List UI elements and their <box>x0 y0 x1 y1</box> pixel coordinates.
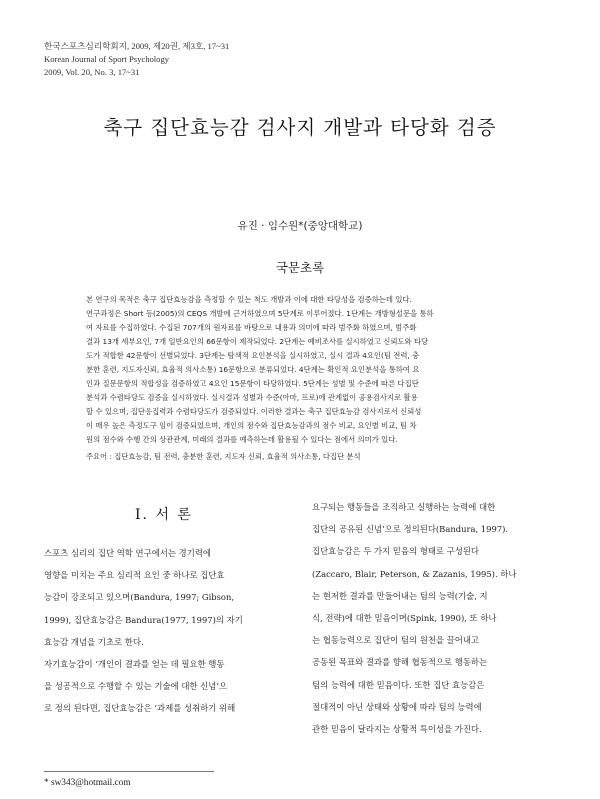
section-heading-introduction: I. 서 론 <box>135 507 193 523</box>
abstract-line: 분석과 수렴타당도 검증을 실시하였다. 실시결과 성별과 수준(아마, 프로)에 관계없이 공용검사지로 활용 <box>86 393 418 403</box>
body-text-line: 절대적이 아닌 상태와 상황에 따라 팀의 능력에 <box>312 701 482 712</box>
body-text-line: 집단의 공유된 신념’으로 정의된다(Bandura, 1997). <box>312 524 509 535</box>
abstract-line: 원의 점수와 수행 간의 상관관계, 미래의 결과를 예측하는데 활용될 수 있다는 점에서 의미가 있다. <box>86 435 398 445</box>
abstract-line: 인과 질문문항의 적합성을 검증하였고 4요인 15문항이 타당하였다. 5단계는 성별 및 수준에 따른 다집단 <box>86 379 419 389</box>
body-text-line: 팀의 능력에 대한 믿음이다. 또한 집단 효능감은 <box>312 679 485 690</box>
journal-line-korean: 한국스포츠심리학회지, 2009, 제20권, 제3호, 17~31 <box>44 41 230 51</box>
body-text-line: 식, 전략)에 대한 믿음이며(Spink, 1990), 또 하나 <box>312 613 497 624</box>
body-text-line: 영향을 미치는 주요 심리적 요인 중 하나로 집단효 <box>44 570 225 581</box>
footnote-divider <box>44 771 214 772</box>
abstract-line: 결과 13개 세부요인, 7개 일반요인의 66문항이 제작되었다. 2단계는 예비조사를 실시하였고 신뢰도와 타당 <box>86 337 429 347</box>
body-column-left <box>44 542 292 720</box>
body-text-line: 스포츠 심리의 집단 역학 연구에서는 경기력에 <box>44 548 212 558</box>
abstract-line: 연구과정은 Short 등(2005)의 CEQS 개발에 근거하였으며 5단계로 이루어졌다. 1단계는 개방형설문을 통하 <box>86 309 434 319</box>
body-text-line: 관한 믿음이 달라지는 상황적 특이성을 가진다. <box>312 724 482 735</box>
author-line: 유진 · 임수원*(중앙대학교) <box>237 220 363 232</box>
body-text-line: 는 현저한 결과를 만들어내는 팀의 능력(기술, 지 <box>312 590 488 601</box>
body-text-line: 는 협동능력으로 집단이 팀의 원천을 끌어내고 <box>312 635 480 646</box>
body-text-line: 요구되는 행동들을 조직하고 실행하는 능력에 대한 <box>312 502 496 512</box>
journal-line-volume: 2009, Vol. 20, No. 3, 17~31 <box>44 67 140 77</box>
body-column-right <box>312 496 560 740</box>
body-text-line: 공동된 목표와 결과를 향해 협동적으로 행동하는 <box>312 657 488 668</box>
body-text-line: 로 정의 된다면, 집단효능감은 ‘과제를 성취하기 위해 <box>44 703 236 714</box>
abstract-line: 이 매우 높은 측정도구 임이 검증되었으며, 개인의 점수와 집단효능감과의 점수 비교, 요인별 비교, 팀 차 <box>86 421 417 431</box>
body-text-line: 집단효능감은 두 가지 믿음의 형태로 구성된다 <box>312 546 480 557</box>
paper-title: 축구 집단효능감 검사지 개발과 타당화 검증 <box>103 116 497 139</box>
footnote-email: * sw343@hotmail.com <box>44 778 131 788</box>
body-text-line: (Zaccaro, Blair, Peterson, & Zazanis, 1995). 하나 <box>312 568 517 579</box>
abstract-line: 여 자료를 수집하였다. 수집된 707개의 원자료를 바탕으로 내용과 의미에 따라 범주화 하였으며, 범주화 <box>86 323 417 333</box>
abstract-heading: 국문초록 <box>275 260 325 275</box>
abstract-line: 할 수 있으며, 집단응집력과 수렴타당도가 검증되었다. 이러한 결과는 축구 집단효능감 검사지로서 신뢰성 <box>86 407 422 417</box>
keywords: 주요어 : 집단효능감, 팀 전력, 충분한 훈련, 지도자 신뢰, 효율적 의사소통, 다집단 분석 <box>86 452 361 461</box>
abstract-line: 도가 적합한 42문항이 선별되었다. 3단계는 탐색적 요인분석을 실시하였고, 실시 결과 4요인(팀 전력, 충 <box>86 351 420 361</box>
abstract-line: 본 연구의 목적은 축구 집단효능감을 측정할 수 있는 척도 개발과 이에 대한 타당성을 검증하는데 있다. <box>86 295 412 304</box>
abstract-body <box>86 293 516 448</box>
body-text-line: 1999), 집단효능감은 Bandura(1977, 1997)의 자기 <box>44 614 243 625</box>
body-text-line: 효능감 개념을 기초로 한다. <box>44 636 144 647</box>
journal-line-english: Korean Journal of Sport Psychology <box>44 54 170 64</box>
journal-citation <box>44 40 229 79</box>
body-text-line: 능감이 강조되고 있으며(Bandura, 1997; Gibson, <box>44 592 235 603</box>
body-text-line: 을 성공적으로 수행할 수 있는 기술에 대한 신념’으 <box>44 681 228 692</box>
body-text-line: 자기효능감이 ‘개인이 결과를 얻는 데 필요한 행동 <box>44 659 225 670</box>
abstract-line: 분한 훈련, 지도자신뢰, 효율적 의사소통) 16문항으로 분류되었다. 4단계는 확인적 요인분석을 통하여 요 <box>86 365 420 375</box>
